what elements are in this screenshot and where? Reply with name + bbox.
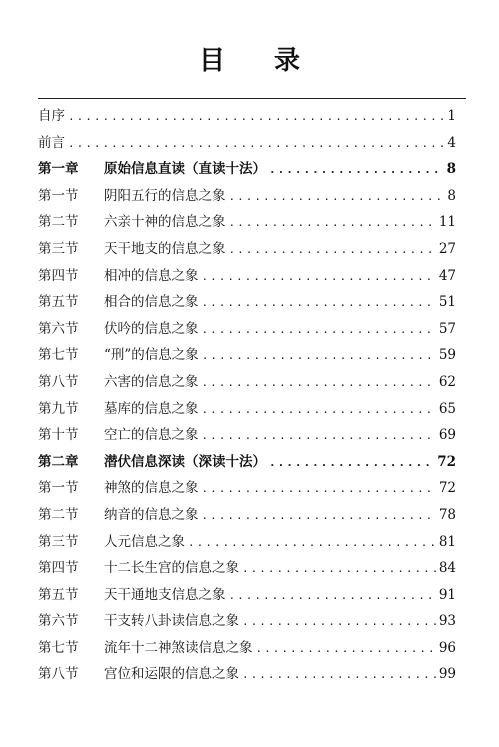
dot-leader bbox=[202, 349, 436, 362]
toc-entry-label: 第四节 bbox=[38, 267, 79, 284]
toc-entry-label: 第四节 bbox=[38, 560, 79, 577]
dot-leader bbox=[229, 243, 436, 256]
toc-entry-title: 纳音的信息之象 bbox=[104, 506, 199, 523]
dot-leader bbox=[269, 163, 444, 176]
toc-entry-label: 第八节 bbox=[38, 373, 79, 390]
toc-chapter-1[interactable] bbox=[38, 157, 456, 184]
toc-entry-title: 原始信息直读（直读十法） bbox=[104, 161, 266, 178]
toc-section[interactable] bbox=[38, 609, 456, 636]
toc-entry-label: 第一节 bbox=[38, 480, 79, 497]
toc-entry-title: 流年十二神煞读信息之象 bbox=[104, 639, 253, 656]
toc-entry-label: 第八节 bbox=[38, 666, 79, 683]
dot-leader bbox=[68, 137, 444, 150]
toc-section[interactable] bbox=[38, 237, 456, 264]
toc-entry-label: 第十节 bbox=[38, 427, 79, 444]
toc-entry-label: 前言 bbox=[38, 134, 65, 151]
toc-entry-label: 第三节 bbox=[38, 240, 79, 257]
toc-section[interactable] bbox=[38, 343, 456, 370]
dot-leader bbox=[242, 668, 436, 681]
toc-entry-page: 72 bbox=[438, 480, 456, 497]
dot-leader bbox=[202, 403, 436, 416]
toc-entry-page: 57 bbox=[438, 320, 456, 337]
toc-entry-title: 阴阳五行的信息之象 bbox=[104, 187, 226, 204]
toc-entry-page: 59 bbox=[438, 347, 456, 364]
toc-entry-label: 第二节 bbox=[38, 214, 79, 231]
toc-section[interactable] bbox=[38, 583, 456, 610]
toc-entry-title: “刑”的信息之象 bbox=[104, 347, 199, 364]
toc-entry-title: 十二长生宫的信息之象 bbox=[104, 560, 239, 577]
toc-entry-title: 相冲的信息之象 bbox=[104, 267, 199, 284]
toc-entry-page: 84 bbox=[438, 560, 456, 577]
toc-entry-title: 神煞的信息之象 bbox=[104, 480, 199, 497]
toc-section[interactable] bbox=[38, 370, 456, 397]
toc-entry-label: 第九节 bbox=[38, 400, 79, 417]
toc-entry-page: 11 bbox=[438, 214, 456, 231]
dot-leader bbox=[229, 216, 436, 229]
dot-leader bbox=[202, 270, 436, 283]
toc-entry-page: 81 bbox=[438, 533, 456, 550]
toc-entry-label: 第五节 bbox=[38, 294, 79, 311]
toc-entry-page: 27 bbox=[438, 240, 456, 257]
toc-entry-page: 62 bbox=[438, 373, 456, 390]
toc-entry-title: 干支转八卦读信息之象 bbox=[104, 613, 239, 630]
toc-entry-label: 第二节 bbox=[38, 506, 79, 523]
dot-leader bbox=[202, 376, 436, 389]
toc-section[interactable] bbox=[38, 290, 456, 317]
toc-section[interactable] bbox=[38, 184, 456, 211]
dot-leader bbox=[229, 190, 445, 203]
table-of-contents bbox=[38, 104, 456, 689]
toc-entry-label: 第一节 bbox=[38, 187, 79, 204]
toc-chapter-2[interactable] bbox=[38, 450, 456, 477]
toc-entry-page: 65 bbox=[438, 400, 456, 417]
toc-section[interactable] bbox=[38, 397, 456, 424]
toc-entry-label: 第一章 bbox=[38, 161, 79, 178]
toc-entry-page: 99 bbox=[438, 666, 456, 683]
toc-entry-page: 8 bbox=[446, 161, 456, 178]
toc-entry-page: 51 bbox=[438, 294, 456, 311]
toc-entry-title: 潜伏信息深读（深读十法） bbox=[104, 453, 266, 470]
dot-leader bbox=[242, 562, 436, 575]
toc-section[interactable] bbox=[38, 556, 456, 583]
toc-entry-title: 人元信息之象 bbox=[104, 533, 185, 550]
toc-entry-preface[interactable] bbox=[38, 104, 456, 131]
dot-leader bbox=[202, 296, 436, 309]
toc-entry-title: 六亲十神的信息之象 bbox=[104, 214, 226, 231]
toc-section[interactable] bbox=[38, 636, 456, 663]
toc-section[interactable] bbox=[38, 210, 456, 237]
dot-leader bbox=[202, 323, 436, 336]
toc-section[interactable] bbox=[38, 662, 456, 689]
toc-entry-page: 93 bbox=[438, 613, 456, 630]
dot-leader bbox=[202, 429, 436, 442]
toc-entry-title: 空亡的信息之象 bbox=[104, 427, 199, 444]
toc-entry-title: 相合的信息之象 bbox=[104, 294, 199, 311]
toc-entry-title: 伏吟的信息之象 bbox=[104, 320, 199, 337]
toc-section[interactable] bbox=[38, 476, 456, 503]
toc-entry-label: 自序 bbox=[38, 108, 65, 124]
toc-entry-label: 第六节 bbox=[38, 320, 79, 337]
toc-entry-page: 4 bbox=[447, 134, 456, 151]
toc-section[interactable] bbox=[38, 503, 456, 530]
toc-entry-page: 69 bbox=[438, 427, 456, 444]
toc-entry-page: 47 bbox=[438, 267, 456, 284]
toc-entry-title: 六害的信息之象 bbox=[104, 373, 199, 390]
dot-leader bbox=[229, 589, 436, 602]
toc-section[interactable] bbox=[38, 317, 456, 344]
toc-section[interactable] bbox=[38, 530, 456, 557]
dot-leader bbox=[242, 615, 436, 628]
toc-section[interactable] bbox=[38, 264, 456, 291]
dot-leader bbox=[202, 509, 436, 522]
dot-leader bbox=[202, 482, 436, 495]
toc-entry-page: 78 bbox=[438, 506, 456, 523]
toc-entry-page: 8 bbox=[447, 187, 456, 204]
toc-entry-label: 第三节 bbox=[38, 533, 79, 550]
toc-entry-label: 第七节 bbox=[38, 639, 79, 656]
toc-entry-foreword[interactable] bbox=[38, 131, 456, 158]
dot-leader bbox=[188, 536, 436, 549]
toc-entry-label: 第七节 bbox=[38, 347, 79, 364]
title-divider bbox=[38, 98, 466, 99]
toc-entry-title: 天干通地支信息之象 bbox=[104, 586, 226, 603]
dot-leader bbox=[256, 642, 436, 655]
dot-leader bbox=[269, 456, 434, 469]
page-title: 目 录 bbox=[198, 46, 321, 76]
toc-entry-title: 墓库的信息之象 bbox=[104, 400, 199, 417]
toc-entry-title: 宫位和运限的信息之象 bbox=[104, 666, 239, 683]
toc-entry-page: 91 bbox=[438, 586, 456, 603]
toc-entry-label: 第六节 bbox=[38, 613, 79, 630]
toc-section[interactable] bbox=[38, 423, 456, 450]
toc-entry-page: 72 bbox=[437, 453, 456, 470]
dot-leader bbox=[68, 110, 444, 123]
toc-entry-title: 天干地支的信息之象 bbox=[104, 240, 226, 257]
toc-entry-page: 1 bbox=[447, 108, 456, 124]
toc-entry-label: 第二章 bbox=[38, 453, 79, 470]
toc-entry-page: 96 bbox=[438, 639, 456, 656]
toc-entry-label: 第五节 bbox=[38, 586, 79, 603]
